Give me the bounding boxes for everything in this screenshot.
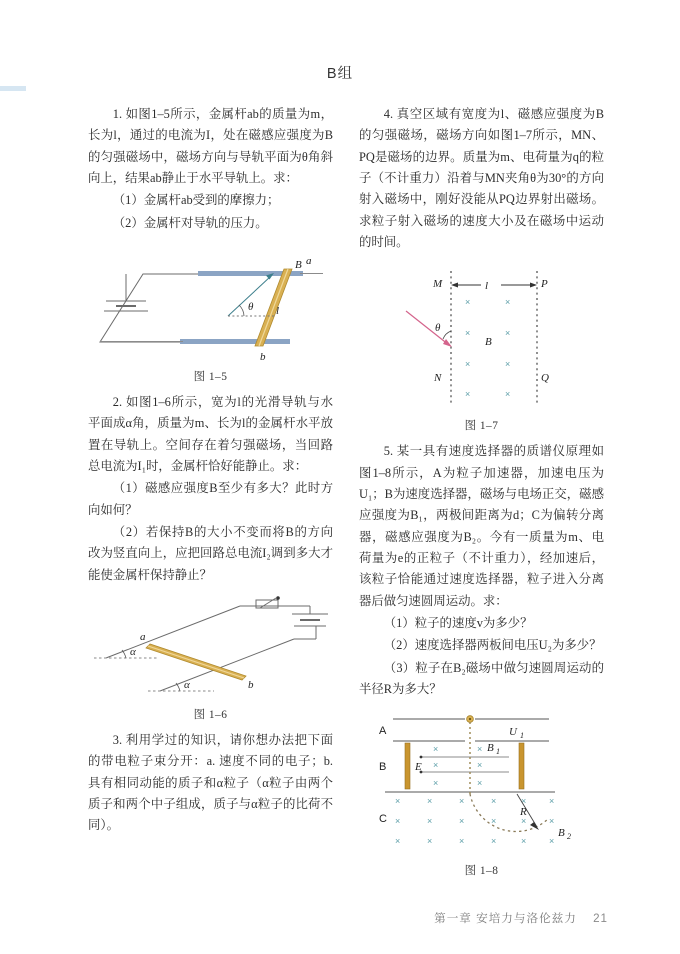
svg-text:A: A (379, 725, 387, 738)
svg-text:×: × (459, 836, 465, 847)
left-column (88, 104, 333, 886)
svg-text:×: × (549, 796, 555, 807)
svg-text:1: 1 (496, 747, 500, 757)
problem-2 (88, 392, 333, 722)
svg-text:B: B (485, 336, 492, 349)
svg-text:P: P (541, 278, 548, 291)
svg-text:×: × (521, 816, 527, 827)
svg-text:×: × (465, 359, 471, 370)
svg-text:b: b (260, 350, 266, 363)
svg-text:θ: θ (248, 300, 254, 313)
svg-text:α: α (184, 678, 190, 691)
svg-text:×: × (395, 836, 401, 847)
svg-text:N: N (434, 372, 442, 385)
svg-text:R: R (520, 806, 527, 819)
svg-text:M: M (433, 278, 443, 291)
svg-text:B: B (558, 827, 565, 840)
svg-text:×: × (427, 836, 433, 847)
figure-1-6 (88, 596, 333, 722)
svg-text:×: × (505, 328, 511, 339)
svg-text:×: × (427, 796, 433, 807)
svg-text:×: × (459, 796, 465, 807)
svg-text:×: × (465, 297, 471, 308)
problem-1-sub-1: （1）金属杆ab受到的摩擦力； (112, 193, 280, 208)
svg-text:B: B (379, 761, 387, 774)
problem-2-sub-1: （1）磁感应强度B至少有多大？此时方向如何？ (88, 481, 333, 517)
figure-1-8 (359, 710, 604, 878)
problem-4 (359, 104, 604, 433)
svg-text:l: l (276, 304, 280, 317)
svg-text:a: a (306, 254, 312, 267)
problem-5-body: 5. 某一具有速度选择器的质谱仪原理如图1–8所示，A为粒子加速器，加速电压为U₁；B为速度选择器，磁场与电场正交，磁感应强度为B₁，两极间距离为d；C为偏转分离器，磁感应强度为B₂。今有一质量为m、电荷量为e的正粒子（不计重力），经加速后，该粒子恰能通过速度选择器，粒子进入分离器后做匀速圆周运动。求： (359, 444, 604, 608)
svg-text:α: α (130, 645, 136, 658)
problem-5 (359, 441, 604, 878)
svg-text:1: 1 (520, 731, 524, 741)
problem-1-sub-2: （2）金属杆对导轨的压力。 (112, 215, 268, 230)
svg-text:×: × (433, 760, 439, 771)
figure-1-8-caption: 图 1–8 (464, 865, 499, 878)
svg-text:C: C (379, 813, 387, 826)
svg-text:×: × (491, 816, 497, 827)
right-column (359, 104, 604, 886)
figure-1-6-caption: 图 1–6 (193, 708, 228, 721)
figure-1-5 (88, 244, 333, 384)
svg-text:×: × (521, 796, 527, 807)
svg-text:×: × (433, 778, 439, 789)
page-title: B组 (326, 66, 354, 82)
problem-2-sub-2: （2）若保持B的大小不变而将B的方向改为竖直向上，应把回路总电流I₂调到多大才能使金属杆保持静止？ (88, 524, 333, 582)
svg-text:×: × (505, 359, 511, 370)
problem-5-sub-3: （3）粒子在B₂磁场中做匀速圆周运动的半径R为多大？ (359, 660, 604, 696)
problem-5-sub-2: （2）速度选择器两板间电压U₂为多少？ (383, 638, 602, 653)
svg-text:×: × (521, 836, 527, 847)
svg-text:U: U (509, 726, 517, 739)
problem-3-body: 3. 利用学过的知识，请你想办法把下面的带电粒子束分开：a. 速度不同的电子；b. 具有相同动能的质子和α粒子（α粒子由两个质子和两个中子组成，质子与α粒子的比荷不同）。 (88, 732, 333, 833)
problem-1 (88, 104, 333, 384)
svg-text:E: E (415, 761, 422, 774)
svg-text:×: × (465, 328, 471, 339)
svg-text:×: × (395, 796, 401, 807)
page-edge-marker (0, 86, 26, 91)
problem-1-body: 1. 如图1–5所示，金属杆ab的质量为m，长为l，通过的电流为I，处在磁感应强度为B的匀强磁场中，磁场方向与导轨平面为θ角斜向上，结果ab静止于水平导轨上。求： (88, 107, 333, 185)
svg-text:×: × (427, 816, 433, 827)
figure-1-5-caption: 图 1–5 (193, 370, 228, 383)
svg-text:×: × (549, 836, 555, 847)
svg-text:b: b (248, 678, 254, 691)
svg-text:×: × (477, 744, 483, 755)
footer-chapter-label: 第一章 安培力与洛伦兹力 (434, 912, 577, 925)
svg-text:l: l (485, 280, 489, 293)
footer-page-number: 21 (593, 912, 608, 925)
svg-text:×: × (477, 760, 483, 771)
problem-5-sub-1: （1）粒子的速度v为多少？ (383, 615, 533, 630)
figure-1-7 (359, 263, 604, 433)
two-column-layout (88, 104, 604, 886)
svg-text:×: × (491, 836, 497, 847)
figure-1-7-caption: 图 1–7 (464, 420, 499, 433)
svg-text:×: × (459, 816, 465, 827)
problem-4-body: 4. 真空区域有宽度为l、磁感应强度为B的匀强磁场，磁场方向如图1–7所示，MN、PQ是磁场的边界。质量为m、电荷量为q的粒子（不计重力）沿着与MN夹角θ为30°的方向射入磁场中，刚好没能从PQ边界射出磁场。求粒子射入磁场的速度大小及在磁场中运动的时间。 (359, 107, 604, 249)
svg-text:×: × (505, 389, 511, 400)
svg-text:2: 2 (567, 832, 571, 842)
svg-text:B: B (295, 258, 302, 271)
svg-text:×: × (433, 744, 439, 755)
svg-text:×: × (491, 796, 497, 807)
svg-text:×: × (505, 297, 511, 308)
svg-text:Q: Q (541, 372, 549, 385)
svg-text:θ: θ (435, 322, 441, 335)
svg-text:a: a (140, 630, 146, 643)
svg-text:×: × (549, 816, 555, 827)
svg-text:×: × (465, 389, 471, 400)
problem-2-body: 2. 如图1–6所示，宽为l的光滑导轨与水平面成α角，质量为m、长为l的金属杆水平放置在导轨上。空间存在着匀强磁场，当回路总电流为I₁时，金属杆恰好能静止。求： (88, 394, 333, 473)
svg-text:B: B (487, 742, 494, 755)
page-footer (0, 910, 680, 926)
problem-3 (88, 730, 333, 837)
svg-text:×: × (477, 778, 483, 789)
svg-text:×: × (395, 816, 401, 827)
